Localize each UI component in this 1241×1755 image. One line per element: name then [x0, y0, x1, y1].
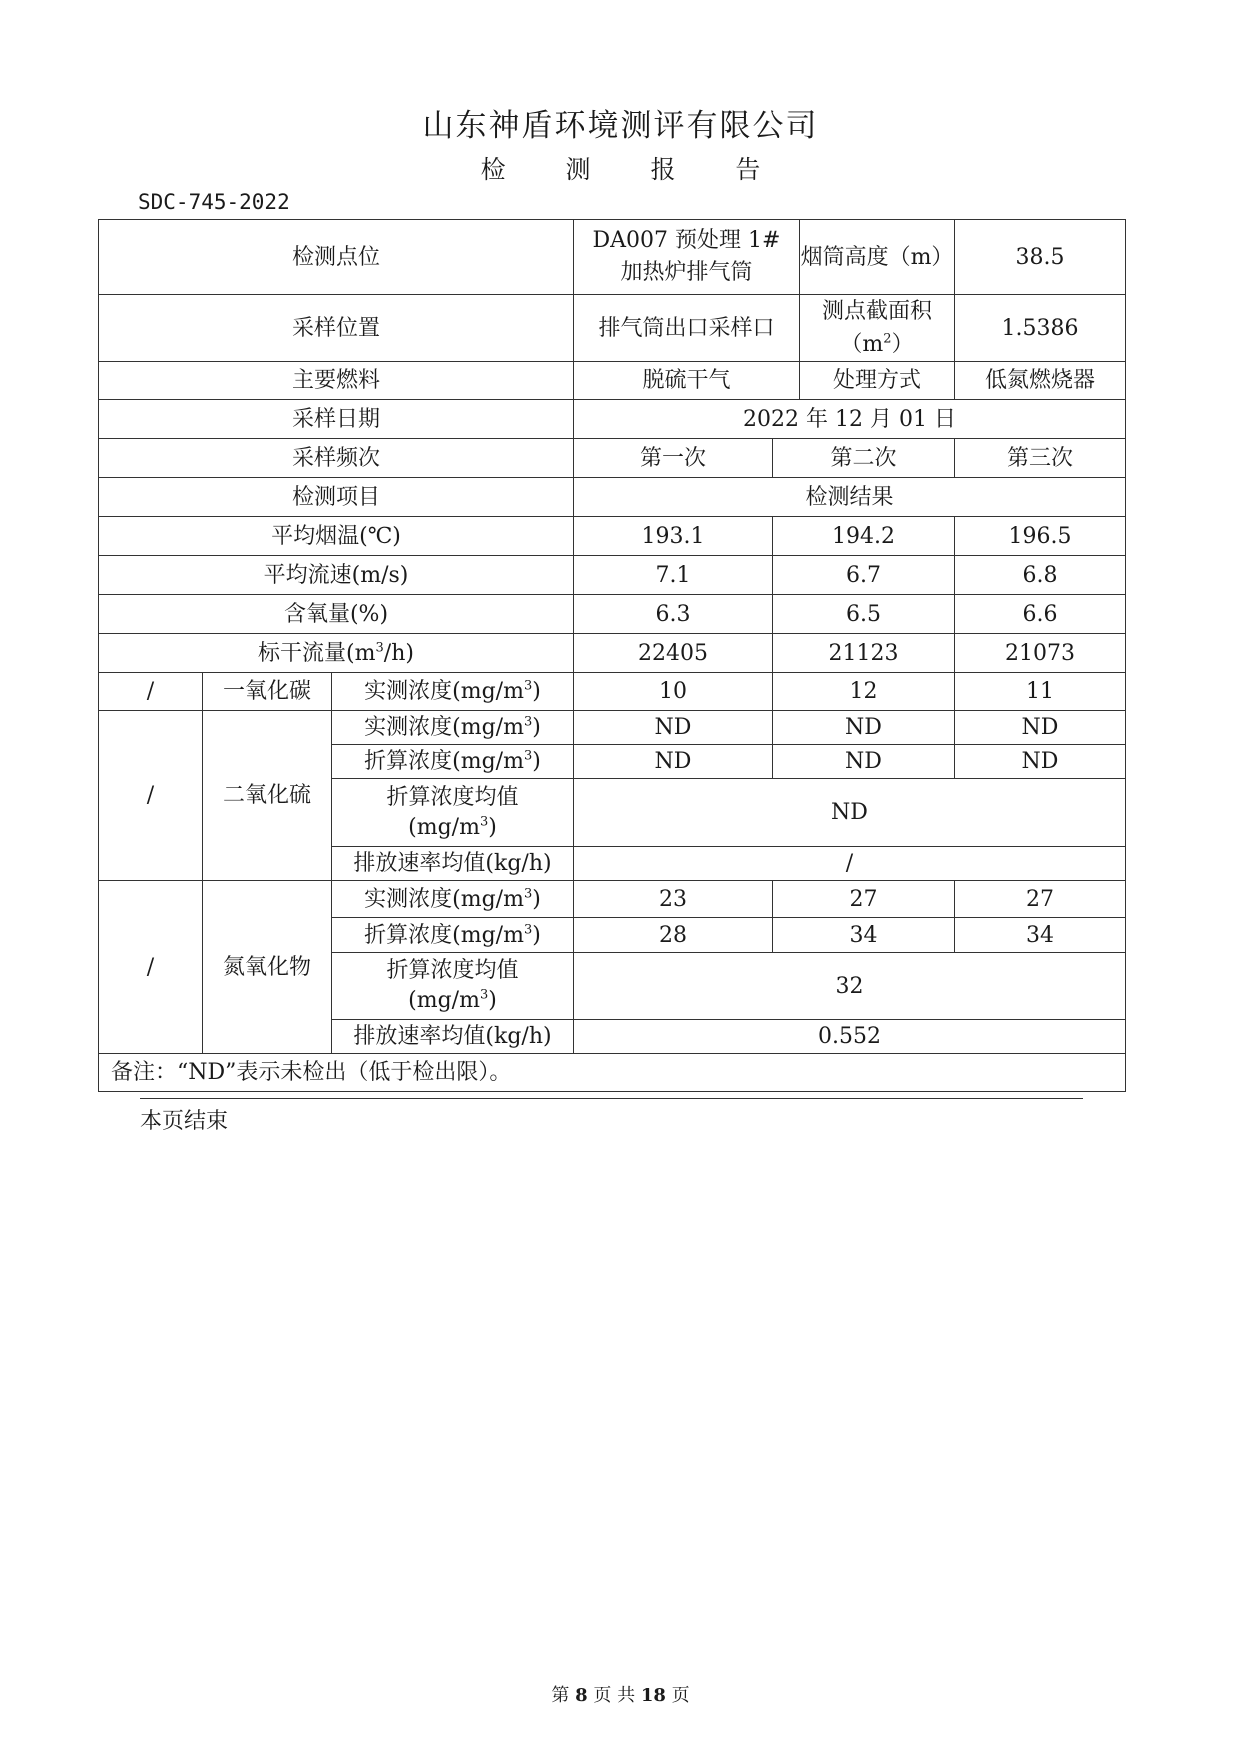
item-sup: 3: [523, 714, 533, 730]
cell-value: ND: [955, 711, 1126, 745]
page-total: 18: [640, 1685, 666, 1706]
point-line-1: DA007 预处理 1#: [592, 228, 781, 253]
cell-item-label: 排放速率均值(kg/h): [332, 847, 574, 881]
cell-label: 含氧量(%): [99, 595, 574, 634]
cell-sampling-position: 排气筒出口采样口: [574, 295, 800, 362]
cell-label: 采样日期: [99, 400, 574, 439]
cell-label: 平均烟温(℃): [99, 517, 574, 556]
area-label-sup: 2: [883, 331, 892, 347]
table-row: [99, 295, 1126, 362]
table-note: 备注：“ND”表示未检出（低于检出限）。: [99, 1054, 1126, 1092]
cell-value: ND: [773, 711, 955, 745]
cell-item-label: [332, 881, 574, 918]
cell-value: 6.7: [773, 556, 955, 595]
cell-slash: /: [99, 881, 203, 1054]
cell-value: 23: [574, 881, 773, 918]
cell-value: 21073: [955, 634, 1126, 673]
cell-result-header: 检测结果: [574, 478, 1126, 517]
cell-label: 检测项目: [99, 478, 574, 517]
cell-value: 32: [574, 953, 1126, 1020]
cell-value: 21123: [773, 634, 955, 673]
item-close: ): [532, 715, 541, 740]
cell-value: 196.5: [955, 517, 1126, 556]
item-text: 实测浓度(mg/m: [364, 715, 524, 740]
item-close: ): [532, 922, 541, 948]
table-row: [99, 711, 1126, 745]
cell-method-value: 低氮燃烧器: [955, 362, 1126, 400]
cell-value: ND: [574, 711, 773, 745]
area-label-close: ）: [891, 332, 914, 357]
cell-label: 平均流速(m/s): [99, 556, 574, 595]
cell-value: 27: [955, 881, 1126, 918]
item-text: 实测浓度(mg/m: [364, 679, 524, 704]
avg-label-line-2: [408, 815, 497, 840]
table-row: [99, 595, 1126, 634]
avg-unit-sup: 3: [479, 987, 489, 1003]
cell-value: /: [574, 847, 1126, 881]
cell-value: ND: [955, 745, 1126, 779]
page-post: 页: [671, 1685, 690, 1706]
emission-test-table: [98, 219, 1126, 1092]
cell-monitoring-point: [574, 220, 800, 295]
cell-area-value: 1.5386: [955, 295, 1126, 362]
cell-pollutant-name: 氮氧化物: [203, 881, 332, 1054]
item-close: ): [532, 749, 541, 774]
area-label-text: 测点截面积（m: [821, 299, 932, 357]
flow-label-unit: /h): [383, 640, 414, 666]
table-row: [99, 673, 1126, 711]
item-sup: 3: [523, 678, 533, 694]
cell-value: 6.3: [574, 595, 773, 634]
report-number: SDC-745-2022: [138, 190, 290, 214]
end-divider: [140, 1098, 1083, 1099]
cell-label: 检测点位: [99, 220, 574, 295]
item-close: ): [532, 679, 541, 704]
avg-unit-sup: 3: [479, 814, 489, 830]
item-text: 折算浓度(mg/m: [364, 749, 524, 774]
cell-pollutant-name: 二氧化硫: [203, 711, 332, 881]
table-row: [99, 362, 1126, 400]
item-text: 实测浓度(mg/m: [364, 886, 524, 912]
cell-method-label: 处理方式: [800, 362, 955, 400]
table-row: [99, 478, 1126, 517]
cell-slash: /: [99, 711, 203, 881]
cell-value: 10: [574, 673, 773, 711]
cell-item-label: [332, 745, 574, 779]
cell-value: ND: [773, 745, 955, 779]
cell-item-label: 排放速率均值(kg/h): [332, 1020, 574, 1054]
table-row: [99, 1054, 1126, 1092]
cell-value: 0.552: [574, 1020, 1126, 1054]
cell-slash: /: [99, 673, 203, 711]
company-name: 山东神盾环境测评有限公司: [422, 108, 819, 144]
cell-value: 28: [574, 918, 773, 953]
cell-run: 第三次: [955, 439, 1126, 478]
avg-unit-close: ): [488, 988, 497, 1013]
cell-value: 6.5: [773, 595, 955, 634]
cell-value: ND: [574, 779, 1126, 847]
cell-value: 34: [773, 918, 955, 953]
table-row: [99, 220, 1126, 295]
avg-unit-text: (mg/m: [408, 814, 480, 840]
table-row: [99, 517, 1126, 556]
item-sup: 3: [523, 922, 533, 938]
cell-item-label: [332, 673, 574, 711]
cell-pollutant-name: 一氧化碳: [203, 673, 332, 711]
cell-value: 6.8: [955, 556, 1126, 595]
cell-label: 采样频次: [99, 439, 574, 478]
item-close: ): [532, 886, 541, 912]
cell-value: 22405: [574, 634, 773, 673]
item-sup: 3: [523, 748, 533, 764]
avg-label-line-1: 折算浓度均值: [386, 958, 519, 983]
avg-unit-text: (mg/m: [408, 988, 480, 1013]
avg-label-line-1: 折算浓度均值: [386, 784, 519, 810]
cell-flow-label: [99, 634, 574, 673]
page-current: 8: [575, 1685, 588, 1706]
cell-value: 11: [955, 673, 1126, 711]
cell-value: 27: [773, 881, 955, 918]
cell-item-label: [332, 779, 574, 847]
cell-item-label: [332, 918, 574, 953]
point-line-2: 加热炉排气筒: [620, 260, 753, 285]
flow-label-sup: 3: [375, 640, 384, 656]
cell-sampling-date: 2022 年 12 月 01 日: [574, 400, 1126, 439]
cell-height-value: 38.5: [955, 220, 1126, 295]
cell-area-label: [800, 295, 955, 362]
item-text: 折算浓度(mg/m: [364, 922, 524, 948]
cell-item-label: [332, 953, 574, 1020]
cell-height-label: 烟筒高度（m）: [800, 220, 955, 295]
report-title: 检 测 报 告: [480, 155, 787, 184]
cell-value: 193.1: [574, 517, 773, 556]
cell-value: 12: [773, 673, 955, 711]
cell-value: 194.2: [773, 517, 955, 556]
cell-fuel: 脱硫干气: [574, 362, 800, 400]
table-row: [99, 400, 1126, 439]
cell-value: 7.1: [574, 556, 773, 595]
page-pre: 第: [551, 1685, 570, 1706]
cell-label: 采样位置: [99, 295, 574, 362]
cell-value: ND: [574, 745, 773, 779]
avg-unit-close: ): [488, 814, 497, 840]
table-row: [99, 556, 1126, 595]
flow-label-text: 标干流量(m: [258, 640, 376, 666]
page-number: [0, 1681, 1241, 1707]
page-end-text: 本页结束: [140, 1109, 229, 1134]
cell-item-label: [332, 711, 574, 745]
cell-label: 主要燃料: [99, 362, 574, 400]
table-row: [99, 881, 1126, 918]
cell-run: 第一次: [574, 439, 773, 478]
page-mid: 页 共: [593, 1685, 636, 1706]
table-row: [99, 439, 1126, 478]
item-sup: 3: [523, 886, 533, 902]
avg-label-line-2: [408, 988, 497, 1013]
cell-value: 34: [955, 918, 1126, 953]
cell-value: 6.6: [955, 595, 1126, 634]
cell-run: 第二次: [773, 439, 955, 478]
table-row: [99, 634, 1126, 673]
